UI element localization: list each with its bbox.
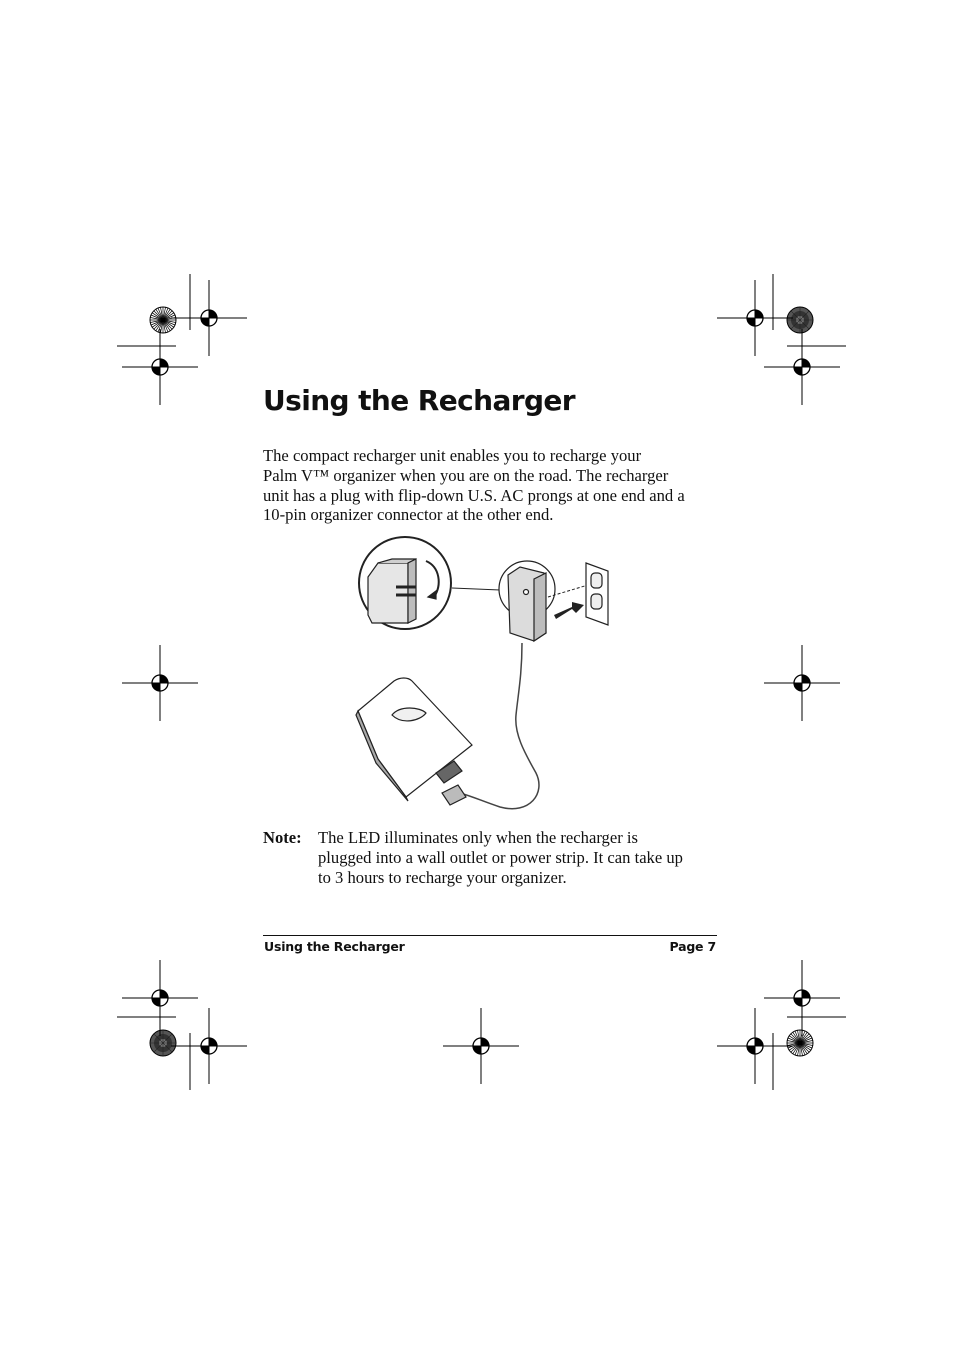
paragraph-line: unit has a plug with flip-down U.S. AC prongs at one end and a xyxy=(263,485,685,505)
recharger-unit xyxy=(499,561,555,641)
charger-cord xyxy=(460,643,539,809)
insertion-arrow xyxy=(554,602,584,619)
footer-section-title: Using the Recharger xyxy=(264,939,405,954)
note-line: The LED illuminates only when the recharger is xyxy=(318,828,638,847)
wall-outlet xyxy=(586,563,608,625)
paragraph-line: The compact recharger unit enables you to recharge your xyxy=(263,446,642,465)
corner-marks-bottom-left xyxy=(117,960,247,1090)
palm-organizer-handheld xyxy=(356,678,472,801)
note-label: Note: xyxy=(263,828,302,847)
corner-marks-bottom-right xyxy=(717,960,846,1090)
bottom-center-mark xyxy=(443,1008,519,1084)
corner-marks-top-right xyxy=(717,274,846,405)
paragraph-line: 10-pin organizer connector at the other end. xyxy=(263,505,554,525)
paragraph-line: Palm V™ organizer when you are on the road. The recharger xyxy=(263,465,669,485)
footer-page-number: Page 7 xyxy=(669,939,716,954)
corner-marks-top-left xyxy=(117,274,247,405)
cable-connector xyxy=(442,785,466,805)
note-line: plugged into a wall outlet or power strip. It can take up xyxy=(318,847,683,867)
page-title: Using the Recharger xyxy=(263,384,576,417)
prong-detail-callout xyxy=(359,537,451,629)
note-text xyxy=(318,828,728,887)
footer-rule xyxy=(263,935,717,936)
recharger-illustration xyxy=(350,535,620,825)
intro-paragraph xyxy=(263,446,723,525)
note-line: to 3 hours to recharge your organizer. xyxy=(318,867,567,887)
